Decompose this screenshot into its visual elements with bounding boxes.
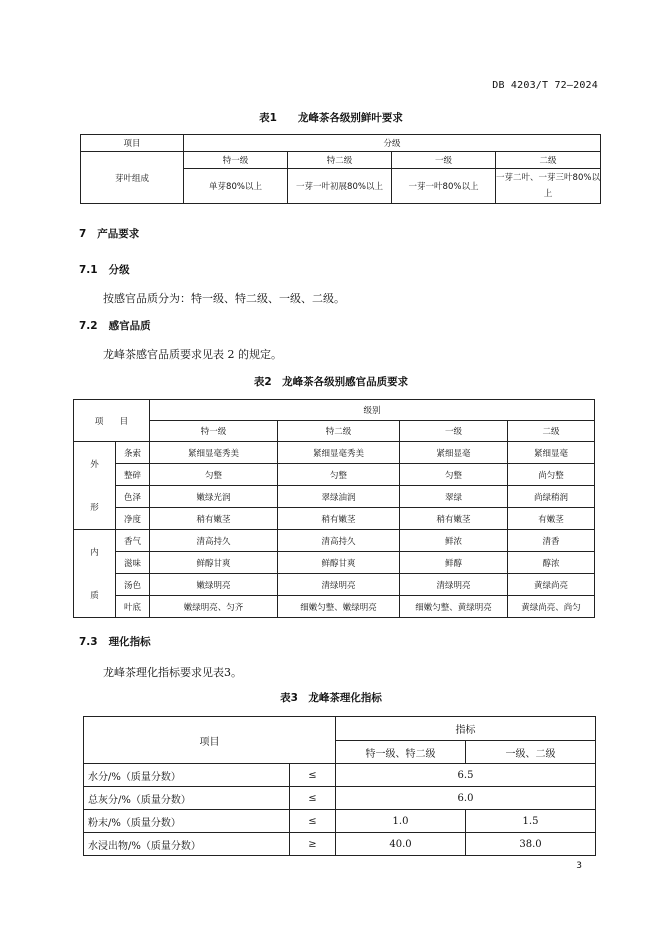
table2-title: 表2 龙峰茶各级别感官品质要求 [253,376,409,388]
table1-value: 一芽一叶初展80%以上 [288,169,392,204]
table2-row-name: 叶底 [116,596,150,618]
table2 [73,399,595,618]
table2-cell: 匀整 [278,464,400,486]
table3-operator: ≤ [290,787,336,810]
table2-cell: 细嫩匀整、嫩绿明亮 [278,596,400,618]
table2-cell: 紧细显毫 [508,442,595,464]
table2-cell: 清高持久 [278,530,400,552]
table1-value: 一芽二叶、一芽三叶80%以上 [496,169,601,204]
table2-cell: 清绿明亮 [278,574,400,596]
table3-header-grade-1: 特一级、特二级 [336,741,466,764]
table1-header-item: 项目 [81,135,184,152]
table2-row-name: 色泽 [116,486,150,508]
table1-header-grade: 分级 [184,135,601,152]
section-7-1-heading: 7.1 分级 [79,264,130,276]
table2-header-grade: 级别 [150,400,595,421]
table2-cell: 稍有嫩茎 [150,508,278,530]
table2-cell: 鲜醇甘爽 [150,552,278,574]
table1-grade: 特二级 [288,152,392,169]
table1 [80,134,601,204]
table2-cell: 醇浓 [508,552,595,574]
section-7-3-text: 龙峰茶理化指标要求见表3。 [103,666,242,679]
table2-cell: 紧细显毫秀美 [150,442,278,464]
table3-value-merged: 6.5 [336,764,596,787]
table2-cell: 翠绿油润 [278,486,400,508]
table2-cell: 鲜浓 [400,530,508,552]
table2-cell: 清香 [508,530,595,552]
table3-value: 38.0 [466,833,596,856]
table3-header-grade-2: 一级、二级 [466,741,596,764]
table3-title: 表3 龙峰茶理化指标 [280,692,382,704]
document-number: DB 4203/T 72—2024 [492,80,598,91]
page-number: 3 [576,861,582,871]
table3 [83,716,596,856]
table2-row-name: 香气 [116,530,150,552]
table2-row-name: 条索 [116,442,150,464]
table3-value: 1.5 [466,810,596,833]
table2-cell: 清高持久 [150,530,278,552]
section-7-2-heading: 7.2 感官品质 [79,320,151,332]
table2-row-name: 净度 [116,508,150,530]
table2-cell: 嫩绿明亮、匀齐 [150,596,278,618]
table2-header-item: 项 目 [74,400,150,442]
table3-header-index: 指标 [336,717,596,741]
table2-cell: 细嫩匀整、黄绿明亮 [400,596,508,618]
table2-row-name: 滋味 [116,552,150,574]
table2-cell: 有嫩茎 [508,508,595,530]
table2-row-name: 汤色 [116,574,150,596]
table3-operator: ≤ [290,810,336,833]
table2-cell: 匀整 [400,464,508,486]
table2-cell: 匀整 [150,464,278,486]
table2-cell: 黄绿尚亮 [508,574,595,596]
table2-cell: 翠绿 [400,486,508,508]
table2-group-appearance: 外 形 [74,442,116,530]
table2-cell: 嫩绿光润 [150,486,278,508]
section-7-1-text: 按感官品质分为：特一级、特二级、一级、二级。 [103,292,345,305]
table1-row-label: 芽叶组成 [81,152,184,204]
table1-grade: 二级 [496,152,601,169]
table3-value: 40.0 [336,833,466,856]
table2-cell: 尚绿稍润 [508,486,595,508]
table2-cell: 尚匀整 [508,464,595,486]
table2-grade: 二级 [508,421,595,442]
table2-cell: 鲜醇 [400,552,508,574]
table3-value: 1.0 [336,810,466,833]
section-7-3-heading: 7.3 理化指标 [79,636,151,648]
table2-cell: 黄绿尚亮、尚匀 [508,596,595,618]
table2-cell: 紧细显毫秀美 [278,442,400,464]
table3-row-name: 水浸出物/%（质量分数） [84,833,290,856]
table2-grade: 特二级 [278,421,400,442]
table2-grade: 一级 [400,421,508,442]
table2-row-name: 整碎 [116,464,150,486]
table2-cell: 紧细显毫 [400,442,508,464]
table1-value: 一芽一叶80%以上 [392,169,496,204]
table3-row-name: 水分/%（质量分数） [84,764,290,787]
section-7-heading: 7 产品要求 [79,228,140,240]
table3-value-merged: 6.0 [336,787,596,810]
table2-group-inner-quality: 内 质 [74,530,116,618]
table1-grade: 一级 [392,152,496,169]
table3-header-item: 项目 [84,717,336,764]
table2-cell: 鲜醇甘爽 [278,552,400,574]
table2-cell: 稍有嫩茎 [400,508,508,530]
section-7-2-text: 龙峰茶感官品质要求见表 2 的规定。 [103,348,282,361]
table1-value: 单芽80%以上 [184,169,288,204]
table3-row-name: 粉末/%（质量分数） [84,810,290,833]
table3-operator: ≤ [290,764,336,787]
table3-operator: ≥ [290,833,336,856]
table1-title: 表1 龙峰茶各级别鲜叶要求 [259,112,403,124]
table2-cell: 嫩绿明亮 [150,574,278,596]
table1-grade: 特一级 [184,152,288,169]
table2-cell: 清绿明亮 [400,574,508,596]
table3-row-name: 总灰分/%（质量分数） [84,787,290,810]
table2-grade: 特一级 [150,421,278,442]
table2-cell: 稍有嫩茎 [278,508,400,530]
